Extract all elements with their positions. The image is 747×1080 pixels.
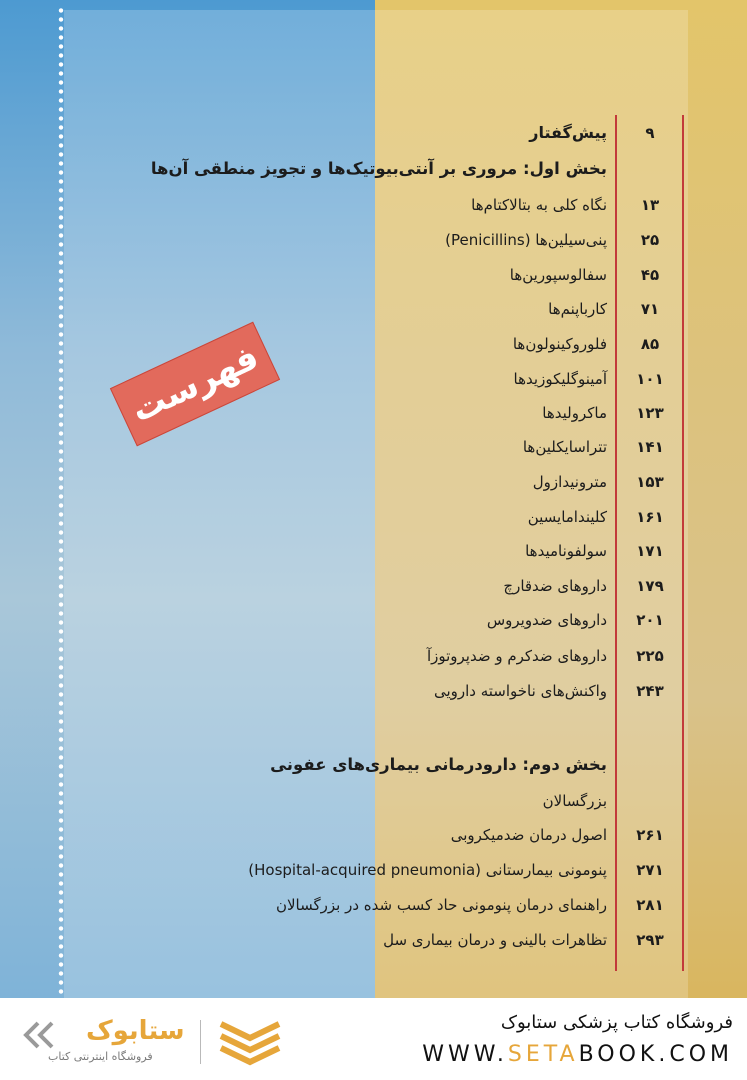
toc-entry-title: اصول درمان ضدمیکروبی xyxy=(450,826,607,844)
store-url[interactable] xyxy=(422,1042,733,1067)
toc-row[interactable] xyxy=(0,292,747,326)
toc-entry-title: پیش‌گفتار xyxy=(529,123,607,142)
url-suffix: BOOK.COM xyxy=(578,1042,733,1067)
toc-row[interactable] xyxy=(0,500,747,534)
brand-logo-text: ستابوک xyxy=(86,1016,185,1046)
brand-logo-subtitle: فروشگاه اینترنتی کتاب xyxy=(48,1050,153,1063)
toc-row[interactable] xyxy=(0,188,747,222)
toc-page-number: ۱۷۱ xyxy=(636,542,664,560)
url-highlight: SETA xyxy=(507,1042,579,1067)
toc-row[interactable] xyxy=(0,569,747,603)
footer-banner xyxy=(0,998,747,1080)
toc-row[interactable] xyxy=(0,396,747,430)
toc-entry-title: فلوروکینولون‌ها xyxy=(512,335,607,353)
toc-page-number: ۸۵ xyxy=(640,335,660,353)
toc-entry-title: داروهای ضدویروس xyxy=(486,611,607,629)
toc-page-number: ۲۲۵ xyxy=(636,647,664,665)
toc-page-number: ۱۳ xyxy=(640,196,660,214)
toc-row[interactable] xyxy=(0,465,747,499)
toc-page-number: ۲۵ xyxy=(640,231,660,249)
toc-page-number: ۷۱ xyxy=(640,300,660,318)
toc-entry-title: کارباپنم‌ها xyxy=(548,300,607,318)
toc-entry-title: مترونیدازول xyxy=(532,473,607,491)
toc-section-title: بخش دوم: دارودرمانی بیماری‌های عفونی xyxy=(270,755,607,774)
toc-row[interactable] xyxy=(0,430,747,464)
toc-page-number: ۱۷۹ xyxy=(636,577,664,595)
toc-page-number: ۲۶۱ xyxy=(636,826,664,844)
toc-row[interactable] xyxy=(0,923,747,957)
toc-entry-title: راهنمای درمان پنومونی حاد کسب شده در بزرگسالان xyxy=(275,896,607,914)
toc-entry-title: تتراسایکلین‌ها xyxy=(522,438,607,456)
toc-row[interactable] xyxy=(0,258,747,292)
logo-divider xyxy=(200,1020,201,1064)
toc-entry-title: کلیندامایسین xyxy=(527,508,607,526)
store-name: فروشگاه کتاب پزشکی ستابوک xyxy=(500,1012,733,1033)
toc-entry-title: داروهای ضدقارچ xyxy=(503,577,607,595)
toc-row[interactable] xyxy=(0,603,747,637)
toc-entry-title: تظاهرات بالینی و درمان بیماری سل xyxy=(383,931,607,949)
toc-page-number: ۱۶۱ xyxy=(636,508,664,526)
toc-row[interactable] xyxy=(0,362,747,396)
toc-page-number: ۲۸۱ xyxy=(636,896,664,914)
toc-row[interactable] xyxy=(0,674,747,708)
toc-page-number: ۱۲۳ xyxy=(636,404,664,422)
toc-page-number: ۴۵ xyxy=(640,266,660,284)
toc-page-number: ۱۴۱ xyxy=(636,438,664,456)
toc-entry-title: بزرگسالان xyxy=(542,792,607,810)
url-prefix: WWW. xyxy=(422,1042,508,1067)
toc-row[interactable] xyxy=(0,818,747,852)
toc-page-number: ۲۹۳ xyxy=(636,931,664,949)
toc-entry-title: سولفونامیدها xyxy=(525,542,607,560)
toc-page-number: ۲۰۱ xyxy=(636,611,664,629)
toc-row[interactable] xyxy=(0,534,747,568)
double-chevron-icon xyxy=(20,1020,80,1050)
toc-page-number: ۹ xyxy=(645,124,655,142)
toc-entry-title: ماکرولیدها xyxy=(542,404,607,422)
toc-row[interactable] xyxy=(0,152,747,186)
toc-row[interactable] xyxy=(0,639,747,673)
toc-entry-title: نگاه کلی به بتالاکتام‌ها xyxy=(471,196,607,214)
toc-entry-title: پنومونی بیمارستانی (Hospital-acquired pneumonia) xyxy=(248,861,607,879)
toc-row[interactable] xyxy=(0,853,747,887)
toc-page-number: ۲۴۳ xyxy=(636,682,664,700)
toc-row[interactable] xyxy=(0,327,747,361)
toc-entry-title: پنی‌سیلین‌ها (Penicillins) xyxy=(445,231,607,249)
toc-entry-title: آمینوگلیکوزیدها xyxy=(513,370,607,388)
toc-row[interactable] xyxy=(0,784,747,818)
toc-entry-title: واکنش‌های ناخواسته دارویی xyxy=(433,682,607,700)
book-stack-icon xyxy=(215,1016,285,1066)
toc-page-number: ۱۰۱ xyxy=(636,370,664,388)
toc-section-title: بخش اول: مروری بر آنتی‌بیوتیک‌ها و تجویز منطقی آن‌ها xyxy=(150,159,607,178)
toc-page-number: ۲۷۱ xyxy=(636,861,664,879)
toc-row[interactable] xyxy=(0,748,747,782)
toc-row[interactable] xyxy=(0,888,747,922)
contents-stamp-label: فهرست xyxy=(125,337,265,431)
toc-row[interactable] xyxy=(0,116,747,150)
toc-entry-title: سفالوسپورین‌ها xyxy=(509,266,607,284)
toc-entry-title: داروهای ضدکرم و ضدپروتوزآ xyxy=(426,647,607,665)
toc-row[interactable] xyxy=(0,223,747,257)
toc-page-number: ۱۵۳ xyxy=(636,473,664,491)
